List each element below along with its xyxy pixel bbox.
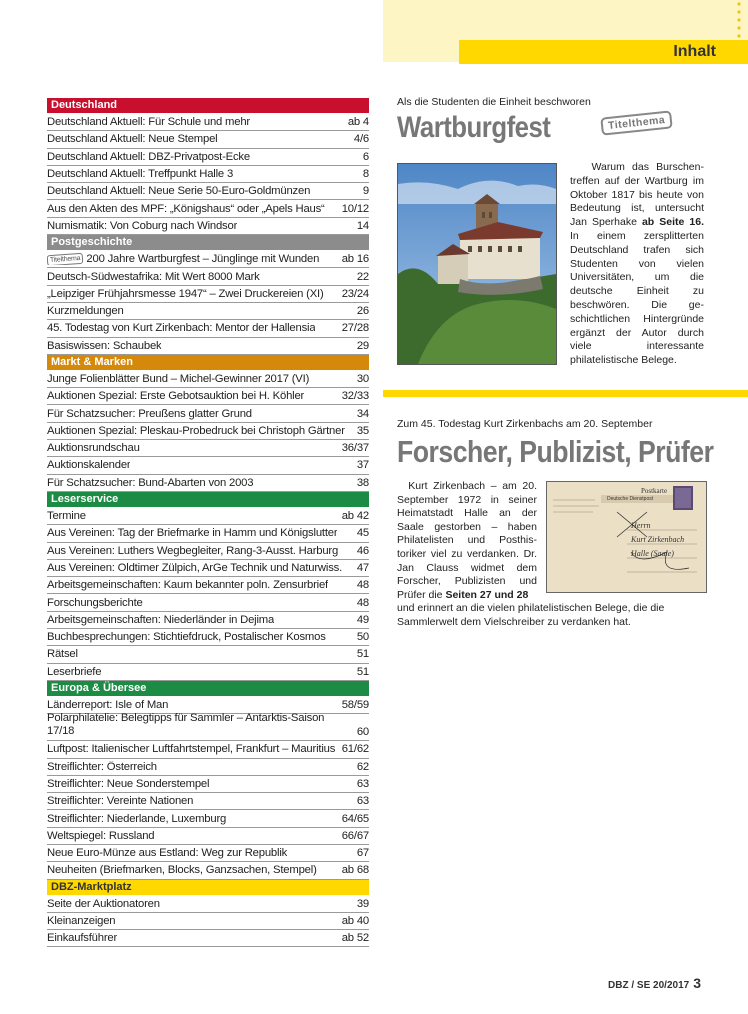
toc-entry-page: 63 bbox=[356, 777, 369, 790]
toc-entry-title bbox=[47, 864, 317, 876]
toc-entry[interactable] bbox=[47, 594, 369, 611]
toc-entry-text: Deutschland Aktuell: Neue Serie 50-Euro-Goldmünzen bbox=[47, 185, 311, 198]
toc-entry-title bbox=[47, 830, 154, 842]
toc-entry-text: Polarphilatelie: Belegtipps für Sammler – Antarktis-Saison 17/18 bbox=[47, 712, 325, 738]
toc-entry-page: ab 68 bbox=[341, 864, 369, 877]
toc-entry-title bbox=[47, 666, 101, 678]
toc-entry-text: Arbeitsgemeinschaften: Kaum bekannter poln. Zensurbrief bbox=[47, 579, 328, 592]
toc-entry-title bbox=[47, 271, 260, 283]
toc-entry[interactable] bbox=[47, 896, 369, 913]
toc-entry-title bbox=[47, 203, 325, 215]
postcard-address-line: Kurt Zirkenbach bbox=[631, 535, 685, 544]
toc-entry[interactable] bbox=[47, 371, 369, 388]
section-header-bar bbox=[459, 40, 748, 64]
toc-entry[interactable] bbox=[47, 338, 369, 355]
toc-entry[interactable] bbox=[47, 388, 369, 405]
toc-entry-page: 39 bbox=[356, 897, 369, 910]
toc-entry-text: 45. Todestag von Kurt Zirkenbach: Mentor der Hallensia bbox=[47, 322, 316, 335]
feature-wartburgfest-body: Warum das Burschentreffen auf der Wartburg im Oktober 1817 bis heute von Bedeutung ist, untersucht Jan Sperhake ab Seite 16. In einem zersplitterten Deutschland trafen sich Studenten von vielen Universitäten, um die deutsche Einheit zu beschwören. Die geschichtlichen Hintergründe ergänzt der Autor durch viele interessante philatelistische Belege. bbox=[570, 161, 704, 367]
toc-entry[interactable] bbox=[47, 166, 369, 183]
toc-entry-page: 35 bbox=[356, 424, 369, 437]
toc-entry[interactable] bbox=[47, 268, 369, 285]
toc-entry-title bbox=[47, 712, 353, 738]
toc-entry-page: 66/67 bbox=[341, 829, 369, 842]
toc-entry-text: Neue Euro-Münze aus Estland: Weg zur Republik bbox=[47, 847, 288, 860]
toc-entry-text: Termine bbox=[47, 510, 86, 523]
toc-entry-title bbox=[47, 151, 250, 163]
toc-entry-text: Buchbesprechungen: Stichtiefdruck, Postalischer Kosmos bbox=[47, 631, 326, 644]
toc-entry-page: 26 bbox=[356, 305, 369, 318]
toc-entry-text: Auktionskalender bbox=[47, 459, 131, 472]
toc-entry-page: 9 bbox=[362, 185, 369, 198]
toc-entry-text: Auktionsrundschau bbox=[47, 442, 140, 455]
toc-entry[interactable] bbox=[47, 913, 369, 930]
toc-entry-title bbox=[47, 133, 218, 145]
toc-entry-page: ab 16 bbox=[341, 253, 369, 266]
toc-entry[interactable] bbox=[47, 543, 369, 560]
toc-entry-title bbox=[47, 813, 226, 825]
toc-entry-page: 58/59 bbox=[341, 699, 369, 712]
toc-entry-title bbox=[47, 932, 117, 944]
page-footer bbox=[608, 975, 701, 991]
toc-entry-page: 34 bbox=[356, 407, 369, 420]
toc-entry-text: Kurzmeldungen bbox=[47, 305, 124, 318]
toc-entry-title bbox=[47, 477, 253, 489]
toc-entry-text: Deutschland Aktuell: DBZ-Privatpost-Ecke bbox=[47, 150, 250, 163]
toc-entry-title bbox=[47, 579, 328, 591]
feature-headline: Forscher, Publizist, Prüfer bbox=[397, 434, 714, 469]
postcard-address-line: Halle (Saale) bbox=[631, 549, 674, 558]
toc-entry-page: 30 bbox=[356, 373, 369, 385]
toc-entry[interactable] bbox=[47, 200, 369, 217]
toc-entry-page: 10/12 bbox=[341, 202, 369, 215]
toc-entry[interactable] bbox=[47, 845, 369, 862]
toc-entry-page: 48 bbox=[356, 579, 369, 592]
toc-entry[interactable] bbox=[47, 457, 369, 474]
feature-headline: Wartburgfest bbox=[397, 111, 551, 144]
table-of-contents bbox=[47, 98, 369, 947]
postcard-imprint: Deutsche Dienstpost bbox=[607, 496, 654, 502]
toc-entry-text: Aus Vereinen: Tag der Briefmarke in Hamm und Königslutter bbox=[47, 527, 338, 540]
toc-entry-text: Rätsel bbox=[47, 648, 78, 661]
feature-zirkenbach-body: Kurt Zirkenbach – am 20. September 1972 in seiner Heimatstadt Halle an der Saale gestorben – haben Philatelisten und Posthistoriker viel zu verdanken. Dr. Jan Clauss widmet dem Forscher, Publizisten und Prüfer die Seiten 27 und 28 und erinnert an die vielen philatelistischen Belege, die die Sammlerwelt dem Vielschreiber zu verdanken hat. bbox=[397, 480, 665, 628]
toc-entry[interactable] bbox=[47, 828, 369, 845]
toc-entry-text: Junge Folienblätter Bund – Michel-Gewinner 2017 (VI) bbox=[47, 373, 310, 385]
toc-entry-page: 61/62 bbox=[341, 743, 369, 756]
toc-entry[interactable] bbox=[47, 405, 369, 422]
toc-entry-title bbox=[47, 847, 287, 859]
toc-entry-text: „Leipziger Frühjahrsmesse 1947“ – Zwei Druckereien (XI) bbox=[47, 287, 324, 300]
toc-entry-text: 200 Jahre Wartburgfest – Jünglinge mit Wunden bbox=[86, 253, 320, 266]
toc-entry-title bbox=[47, 288, 324, 300]
toc-entry-text: Forschungsberichte bbox=[47, 596, 143, 609]
toc-entry-title bbox=[47, 442, 140, 454]
feature-kicker: Als die Studenten die Einheit beschworen bbox=[397, 96, 591, 108]
toc-entry-title bbox=[47, 220, 237, 232]
toc-entry-page: 32/33 bbox=[341, 390, 369, 403]
toc-entry-title bbox=[47, 915, 115, 927]
toc-entry-page: 36/37 bbox=[341, 442, 369, 455]
toc-entry[interactable] bbox=[47, 646, 369, 663]
feature-zirkenbach bbox=[397, 418, 714, 470]
toc-entry-text: Aus Vereinen: Luthers Wegbegleiter, Rang-3-Ausst. Harburg bbox=[47, 544, 339, 557]
toc-section-header: Leserservice bbox=[47, 492, 369, 507]
toc-entry-text: Deutschland Aktuell: Neue Stempel bbox=[47, 133, 218, 146]
toc-entry-page: 51 bbox=[356, 648, 369, 661]
toc-entry-page: 6 bbox=[362, 150, 369, 163]
toc-entry-title bbox=[47, 459, 130, 471]
toc-entry[interactable] bbox=[47, 114, 369, 131]
toc-section-header: DBZ-Marktplatz bbox=[47, 880, 369, 895]
toc-entry[interactable] bbox=[47, 475, 369, 492]
toc-entry-title bbox=[47, 562, 342, 574]
toc-entry-text: Einkaufsführer bbox=[47, 932, 118, 945]
page-title: Inhalt bbox=[673, 43, 716, 60]
toc-entry-title bbox=[47, 425, 345, 437]
toc-entry-text: Aus Vereinen: Oldtimer Zülpich, ArGe Technik und Naturwiss. bbox=[47, 561, 343, 574]
toc-entry-text: Arbeitsgemeinschaften: Niederländer in Dejima bbox=[47, 613, 275, 626]
toc-entry-text: Luftpost: Italienischer Luftfahrtstempel, Frankfurt – Mauritius bbox=[47, 743, 336, 756]
toc-entry-page: ab 42 bbox=[341, 510, 369, 523]
postcard-address-line: Herrn bbox=[631, 521, 651, 530]
toc-entry-page: 64/65 bbox=[341, 812, 369, 825]
toc-entry[interactable] bbox=[47, 810, 369, 827]
toc-entry-text: Streiflichter: Österreich bbox=[47, 760, 157, 773]
toc-entry-page: 37 bbox=[356, 459, 369, 472]
toc-entry-text: Seite der Auktionatoren bbox=[47, 897, 160, 910]
toc-entry[interactable] bbox=[47, 525, 369, 542]
toc-entry-page: 60 bbox=[356, 726, 369, 739]
toc-entry-text: Deutsch-Südwestafrika: Mit Wert 8000 Mark bbox=[47, 270, 260, 283]
toc-entry-text: Weltspiegel: Russland bbox=[47, 829, 155, 842]
toc-entry-text: Auktionen Spezial: Erste Gebotsauktion bei H. Köhler bbox=[47, 390, 305, 403]
toc-entry-title bbox=[47, 510, 86, 522]
toc-entry-page: 46 bbox=[356, 544, 369, 557]
toc-entry-text: Auktionen Spezial: Pleskau-Probedruck bei Christoph Gärtner bbox=[47, 424, 345, 437]
toc-entry[interactable] bbox=[47, 218, 369, 235]
toc-entry-title bbox=[47, 373, 309, 385]
toc-entry-page: 50 bbox=[356, 631, 369, 644]
toc-entry-text: Numismatik: Von Coburg nach Windsor bbox=[47, 219, 238, 232]
toc-entry-title bbox=[47, 527, 337, 539]
toc-entry-text: Länderreport: Isle of Man bbox=[47, 699, 169, 712]
toc-entry-text: Kleinanzeigen bbox=[47, 915, 116, 928]
toc-entry-page: 48 bbox=[356, 596, 369, 609]
toc-entry-page: 8 bbox=[362, 168, 369, 181]
toc-entry-page: 49 bbox=[356, 613, 369, 626]
toc-entry-title bbox=[47, 340, 161, 352]
toc-entry-title bbox=[47, 631, 326, 643]
toc-entry-page: 29 bbox=[356, 339, 369, 352]
toc-entry[interactable] bbox=[47, 793, 369, 810]
toc-entry-title bbox=[47, 699, 168, 711]
toc-entry-page: 63 bbox=[356, 795, 369, 808]
toc-entry[interactable] bbox=[47, 508, 369, 525]
toc-entry[interactable] bbox=[47, 862, 369, 879]
toc-entry[interactable] bbox=[47, 440, 369, 457]
toc-entry-text: Leserbriefe bbox=[47, 665, 102, 678]
toc-entry-title bbox=[47, 898, 160, 910]
toc-entry-text: Aus den Akten des MPF: „Königshaus“ oder „Apels Haus“ bbox=[47, 202, 325, 215]
toc-entry-text: Streiflichter: Niederlande, Luxemburg bbox=[47, 812, 227, 825]
toc-entry-title bbox=[47, 322, 315, 334]
toc-entry[interactable] bbox=[47, 251, 369, 268]
toc-entry-page: ab 40 bbox=[341, 915, 369, 928]
toc-section-header: Markt & Marken bbox=[47, 355, 369, 370]
toc-entry-title bbox=[47, 778, 209, 790]
toc-entry[interactable] bbox=[47, 149, 369, 166]
toc-entry-title bbox=[47, 545, 338, 557]
toc-entry[interactable] bbox=[47, 664, 369, 681]
toc-entry-page: 4/6 bbox=[353, 133, 369, 146]
titelthema-stamp: Titelthema bbox=[47, 253, 84, 265]
feature-kicker: Zum 45. Todestag Kurt Zirkenbachs am 20. September bbox=[397, 418, 653, 430]
issue-label: DBZ / SE 20/2017 bbox=[608, 980, 690, 991]
wartburg-photo bbox=[397, 163, 557, 365]
toc-entry-title bbox=[47, 795, 193, 807]
toc-entry[interactable] bbox=[47, 930, 369, 947]
postcard-label: Postkarte bbox=[641, 487, 668, 495]
toc-entry-text: Deutschland Aktuell: Für Schule und mehr bbox=[47, 116, 250, 129]
toc-entry-page: 23/24 bbox=[341, 287, 369, 300]
titelthema-stamp: Titelthema bbox=[600, 110, 673, 135]
toc-section-header: Deutschland bbox=[47, 98, 369, 113]
toc-entry[interactable] bbox=[47, 741, 369, 758]
page-number: 3 bbox=[693, 975, 701, 991]
toc-entry-text: Deutschland Aktuell: Treffpunkt Halle 3 bbox=[47, 168, 234, 181]
toc-entry-title bbox=[47, 390, 304, 402]
toc-entry-page: 67 bbox=[356, 847, 369, 860]
toc-entry-title bbox=[47, 614, 274, 626]
toc-entry-title bbox=[47, 305, 124, 317]
toc-entry-page: ab 52 bbox=[341, 932, 369, 945]
toc-entry[interactable] bbox=[47, 303, 369, 320]
toc-entry-title bbox=[47, 408, 252, 420]
toc-entry-page: 14 bbox=[356, 219, 369, 232]
toc-section-header: Europa & Übersee bbox=[47, 681, 369, 696]
toc-entry-title bbox=[47, 761, 157, 773]
toc-entry-title bbox=[47, 116, 250, 128]
toc-entry-text: Für Schatzsucher: Preußens glatter Grund bbox=[47, 407, 252, 420]
toc-entry-page: 22 bbox=[356, 270, 369, 283]
toc-entry-title bbox=[47, 597, 143, 609]
toc-entry[interactable] bbox=[47, 714, 369, 741]
toc-entry[interactable] bbox=[47, 560, 369, 577]
toc-entry[interactable] bbox=[47, 776, 369, 793]
toc-entry-title bbox=[47, 168, 233, 180]
toc-entry-text: Streiflichter: Vereinte Nationen bbox=[47, 795, 194, 808]
toc-entry[interactable] bbox=[47, 286, 369, 303]
toc-entry-title bbox=[47, 253, 319, 265]
toc-entry[interactable] bbox=[47, 320, 369, 337]
toc-entry[interactable] bbox=[47, 629, 369, 646]
toc-entry-page: 38 bbox=[356, 476, 369, 489]
toc-entry-page: 51 bbox=[356, 665, 369, 678]
toc-entry-text: Neuheiten (Briefmarken, Blocks, Ganzsachen, Stempel) bbox=[47, 864, 317, 877]
toc-entry-page: 45 bbox=[356, 527, 369, 540]
toc-entry[interactable] bbox=[47, 577, 369, 594]
toc-entry-page: 47 bbox=[356, 561, 369, 574]
toc-entry-text: Streiflichter: Neue Sonderstempel bbox=[47, 777, 210, 790]
toc-entry-text: Für Schatzsucher: Bund-Abarten von 2003 bbox=[47, 476, 254, 489]
toc-entry-title bbox=[47, 185, 310, 197]
toc-entry-page: 62 bbox=[356, 760, 369, 773]
toc-entry-text: Basiswissen: Schaubek bbox=[47, 339, 162, 352]
toc-entry[interactable] bbox=[47, 131, 369, 148]
divider-rule bbox=[383, 390, 748, 397]
toc-entry-page: ab 4 bbox=[347, 116, 369, 129]
toc-entry[interactable] bbox=[47, 612, 369, 629]
toc-entry[interactable] bbox=[47, 423, 369, 440]
toc-entry[interactable] bbox=[47, 759, 369, 776]
toc-entry[interactable] bbox=[47, 183, 369, 200]
toc-section-header: Postgeschichte bbox=[47, 235, 369, 250]
toc-entry-title bbox=[47, 743, 335, 755]
toc-entry-title bbox=[47, 648, 78, 660]
toc-entry-page: 27/28 bbox=[341, 322, 369, 335]
